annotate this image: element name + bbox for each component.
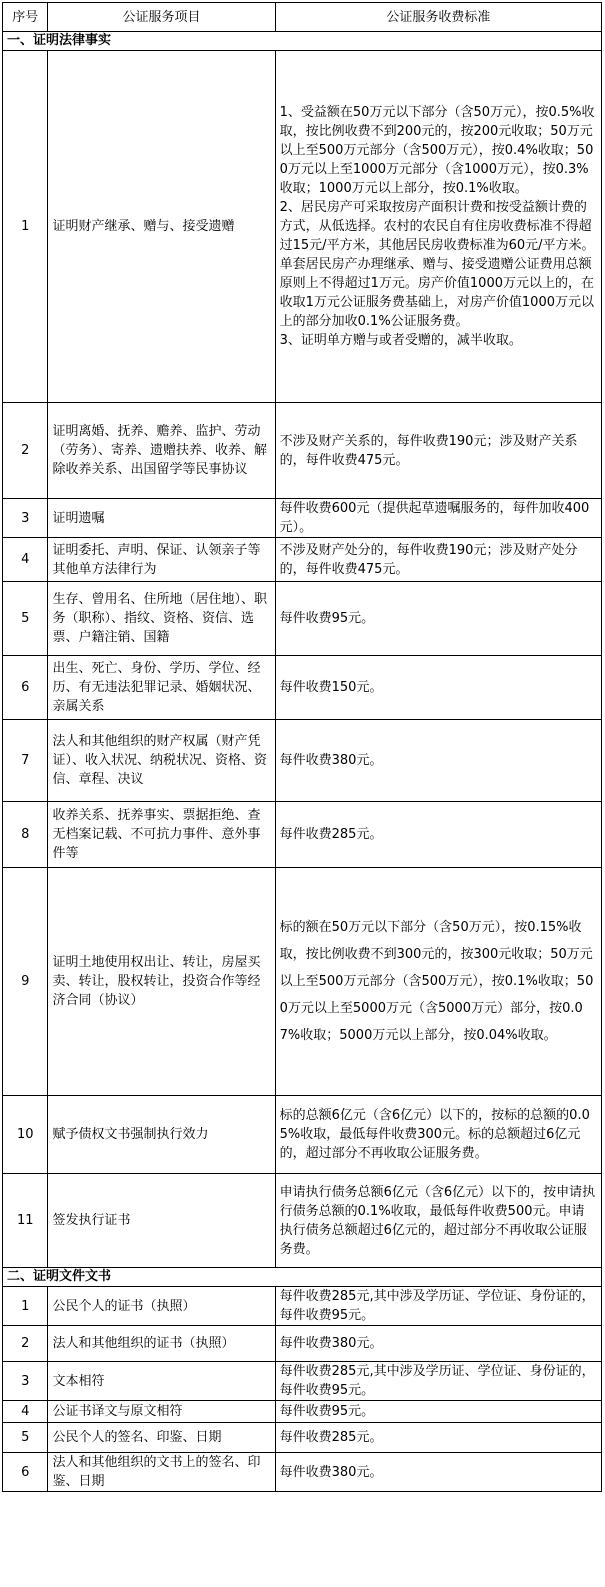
table-row	[3, 1362, 602, 1401]
table-row	[3, 582, 602, 656]
fee-table	[2, 2, 602, 1492]
service-item: 证明离婚、抚养、赡养、监护、劳动（劳务）、寄养、遗赠扶养、收养、解除收养关系、出国留学等民事协议	[48, 403, 275, 499]
fee-standard: 标的额在50万元以下部分（含50万元），按0.15%收取，按比例收费不到300元的，按300元收取；50万元以上至500万元部分（含500万元），按0.1%收取；500万元以上至5000万元（含5000万元）部分，按0.07%收取；5000万元以上部分，按0.04%收取。	[275, 868, 601, 1096]
service-item: 赋予债权文书强制执行效力	[48, 1096, 275, 1174]
table-row	[3, 499, 602, 538]
fee-standard: 每件收费380元。	[275, 1453, 601, 1492]
service-item: 公民个人的证书（执照）	[48, 1287, 275, 1326]
row-number: 2	[3, 403, 48, 499]
service-item: 法人和其他组织的财产权属（财产凭证）、收入状况、纳税状况、资格、资信、章程、决议	[48, 720, 275, 802]
section-row	[3, 1268, 602, 1287]
service-item: 签发执行证书	[48, 1174, 275, 1268]
table-row	[3, 1287, 602, 1326]
table-row	[3, 403, 602, 499]
row-number: 8	[3, 802, 48, 868]
header-no: 序号	[3, 3, 48, 32]
row-number: 4	[3, 1401, 48, 1423]
section-row	[3, 32, 602, 51]
row-number: 11	[3, 1174, 48, 1268]
table-row	[3, 1096, 602, 1174]
row-number: 5	[3, 1423, 48, 1453]
service-item: 文本相符	[48, 1362, 275, 1401]
row-number: 5	[3, 582, 48, 656]
row-number: 2	[3, 1326, 48, 1362]
fee-standard: 每件收费285元。	[275, 1423, 601, 1453]
fee-standard: 每件收费95元。	[275, 582, 601, 656]
row-number: 3	[3, 499, 48, 538]
table-row	[3, 868, 602, 1096]
service-item: 收养关系、抚养事实、票据拒绝、查无档案记载、不可抗力事件、意外事件等	[48, 802, 275, 868]
header-fee: 公证服务收费标准	[275, 3, 601, 32]
header-row	[3, 3, 602, 32]
fee-standard: 每件收费285元。	[275, 802, 601, 868]
fee-standard: 不涉及财产处分的，每件收费190元；涉及财产处分的，每件收费475元。	[275, 538, 601, 582]
table-row	[3, 538, 602, 582]
fee-standard: 每件收费600元（提供起草遗嘱服务的，每件加收400元）。	[275, 499, 601, 538]
row-number: 3	[3, 1362, 48, 1401]
table-body	[3, 32, 602, 1492]
service-item: 生存、曾用名、住所地（居住地）、职务（职称）、指纹、资格、资信、选票、户籍注销、国籍	[48, 582, 275, 656]
row-number: 4	[3, 538, 48, 582]
fee-standard: 每件收费285元,其中涉及学历证、学位证、身份证的，每件收费95元。	[275, 1287, 601, 1326]
service-item: 法人和其他组织的证书（执照）	[48, 1326, 275, 1362]
service-item: 证明财产继承、赠与、接受遗赠	[48, 51, 275, 403]
header-item: 公证服务项目	[48, 3, 275, 32]
row-number: 7	[3, 720, 48, 802]
table-row	[3, 1326, 602, 1362]
row-number: 1	[3, 51, 48, 403]
table-row	[3, 1174, 602, 1268]
row-number: 6	[3, 656, 48, 720]
fee-standard: 每件收费150元。	[275, 656, 601, 720]
table-row	[3, 1401, 602, 1423]
table-row	[3, 1453, 602, 1492]
section-title: 二、证明文件文书	[3, 1268, 602, 1287]
service-item: 公民个人的签名、印鉴、日期	[48, 1423, 275, 1453]
table-row	[3, 51, 602, 403]
fee-standard: 申请执行债务总额6亿元（含6亿元）以下的，按申请执行债务总额的0.1%收取，最低每件收费500元。申请执行债务总额超过6亿元的，超过部分不再收取公证服务费。	[275, 1174, 601, 1268]
service-item: 证明土地使用权出让、转让，房屋买卖、转让，股权转让，投资合作等经济合同（协议）	[48, 868, 275, 1096]
row-number: 6	[3, 1453, 48, 1492]
table-row	[3, 1423, 602, 1453]
service-item: 出生、死亡、身份、学历、学位、经历、有无违法犯罪记录、婚姻状况、亲属关系	[48, 656, 275, 720]
fee-standard: 1、受益额在50万元以下部分（含50万元），按0.5%收取，按比例收费不到200元的，按200元收取；50万元以上至500万元部分（含500万元），按0.4%收取；500万元以上至1000万元部分（含1000万元），按0.3%收取；1000万元以上部分，按0.1%收取。 2、居民房产可采取按房产面积计费和按受益额计费的方式，从低选择。农村的农民自有住房收费标准不得超过15元/平方米，其他居民房收费标准为60元/平方米。单套居民房产办理继承、赠与、接受遗赠公证费用总额原则上不得超过1万元。房产价值1000万元以上的，在收取1万元公证服务费基础上，对房产价值1000万元以上的部分加收0.1%公证服务费。 3、证明单方赠与或者受赠的，减半收取。	[275, 51, 601, 403]
fee-standard: 不涉及财产关系的，每件收费190元；涉及财产关系的，每件收费475元。	[275, 403, 601, 499]
row-number: 9	[3, 868, 48, 1096]
table-row	[3, 802, 602, 868]
fee-standard: 标的总额6亿元（含6亿元）以下的，按标的总额的0.05%收取，最低每件收费300元。标的总额超过6亿元的，超过部分不再收取公证服务费。	[275, 1096, 601, 1174]
fee-standard: 每件收费380元。	[275, 1326, 601, 1362]
fee-standard: 每件收费95元。	[275, 1401, 601, 1423]
table-row	[3, 656, 602, 720]
table-row	[3, 720, 602, 802]
service-item: 公证书译文与原文相符	[48, 1401, 275, 1423]
service-item: 法人和其他组织的文书上的签名、印鉴、日期	[48, 1453, 275, 1492]
fee-standard: 每件收费285元,其中涉及学历证、学位证、身份证的，每件收费95元。	[275, 1362, 601, 1401]
row-number: 1	[3, 1287, 48, 1326]
service-item: 证明遗嘱	[48, 499, 275, 538]
row-number: 10	[3, 1096, 48, 1174]
fee-standard: 每件收费380元。	[275, 720, 601, 802]
service-item: 证明委托、声明、保证、认领亲子等其他单方法律行为	[48, 538, 275, 582]
section-title: 一、证明法律事实	[3, 32, 602, 51]
